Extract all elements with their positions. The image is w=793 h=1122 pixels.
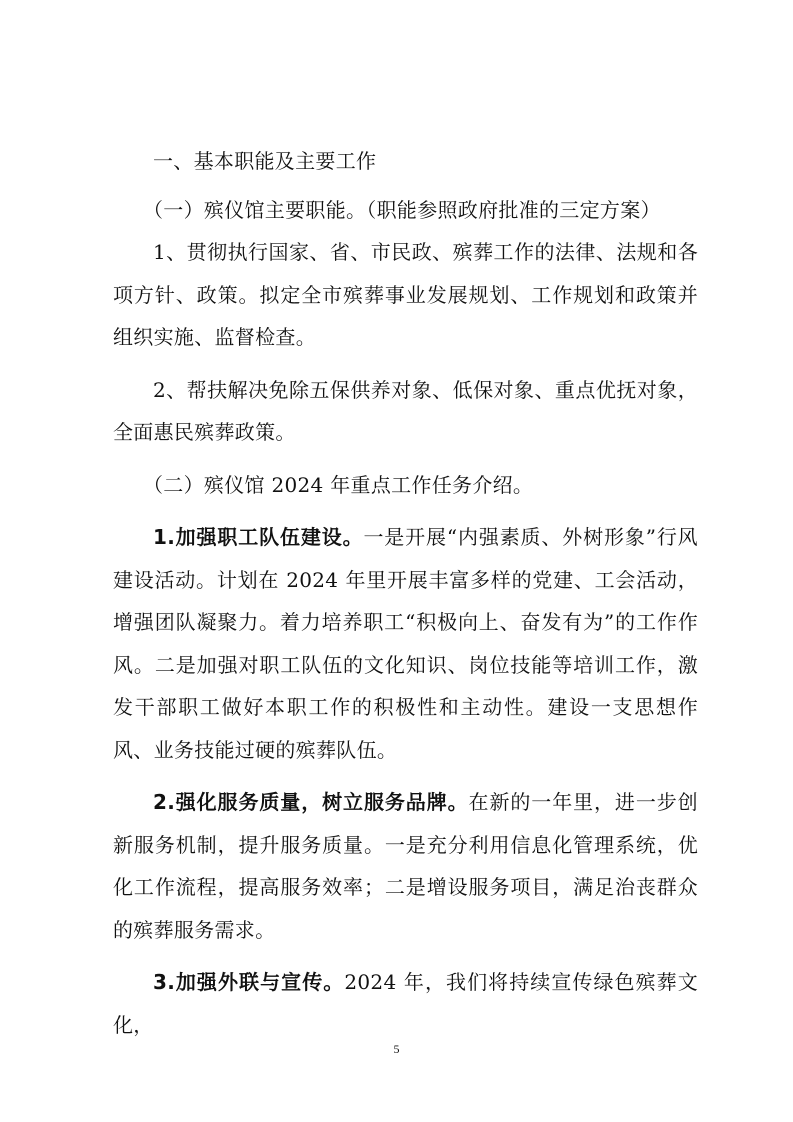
page-number: 5 xyxy=(393,1042,400,1056)
task-2-text: 在新的一年里，进一步创新服务机制，提升服务质量。一是充分利用信息化管理系统，优化工作流程，提高服务效率；二是增设服务项目，满足治丧群众的殡葬服务需求。 xyxy=(113,790,698,942)
task-3-text: 2024 年，我们将持续宣传绿色殡葬文化， xyxy=(113,970,698,1037)
task-1-lead: 1.加强职工队伍建设。 xyxy=(153,525,364,549)
paragraph-item-1: 1、贯彻执行国家、省、市民政、殡葬工作的法律、法规和各项方针、政策。拟定全市殡葬事业发展规划、工作规划和政策并组织实施、监督检查。 xyxy=(113,240,698,349)
document-body xyxy=(113,140,698,1046)
section-heading: 一、基本职能及主要工作 xyxy=(153,149,377,173)
subsection-title-functions: （一）殡仪馆主要职能。（职能参照政府批准的三定方案） xyxy=(143,197,661,222)
paragraph-task-3 xyxy=(113,961,698,1046)
paragraph-task-2 xyxy=(113,781,698,951)
paragraph-task-1 xyxy=(113,516,698,771)
task-1-text: 一是开展“内强素质、外树形象”行风建设活动。计划在 2024 年里开展丰富多样的党建、工会活动，增强团队凝聚力。着力培养职工“积极向上、奋发有为”的工作作风。二是加强对职工队伍的文化知识、岗位技能等培训工作，激发干部职工做好本职工作的积极性和主动性。建设一支思想作风、业务技能过硬的殡葬队伍。 xyxy=(113,525,698,762)
paragraph-item-2: 2、帮扶解决免除五保供养对象、低保对象、重点优抚对象，全面惠民殡葬政策。 xyxy=(113,377,698,444)
subsection-title-tasks: （二）殡仪馆 2024 年重点工作任务介绍。 xyxy=(143,472,534,497)
task-3-lead: 3.加强外联与宣传。 xyxy=(153,970,345,994)
task-2-lead: 2.强化服务质量，树立服务品牌。 xyxy=(153,790,469,814)
